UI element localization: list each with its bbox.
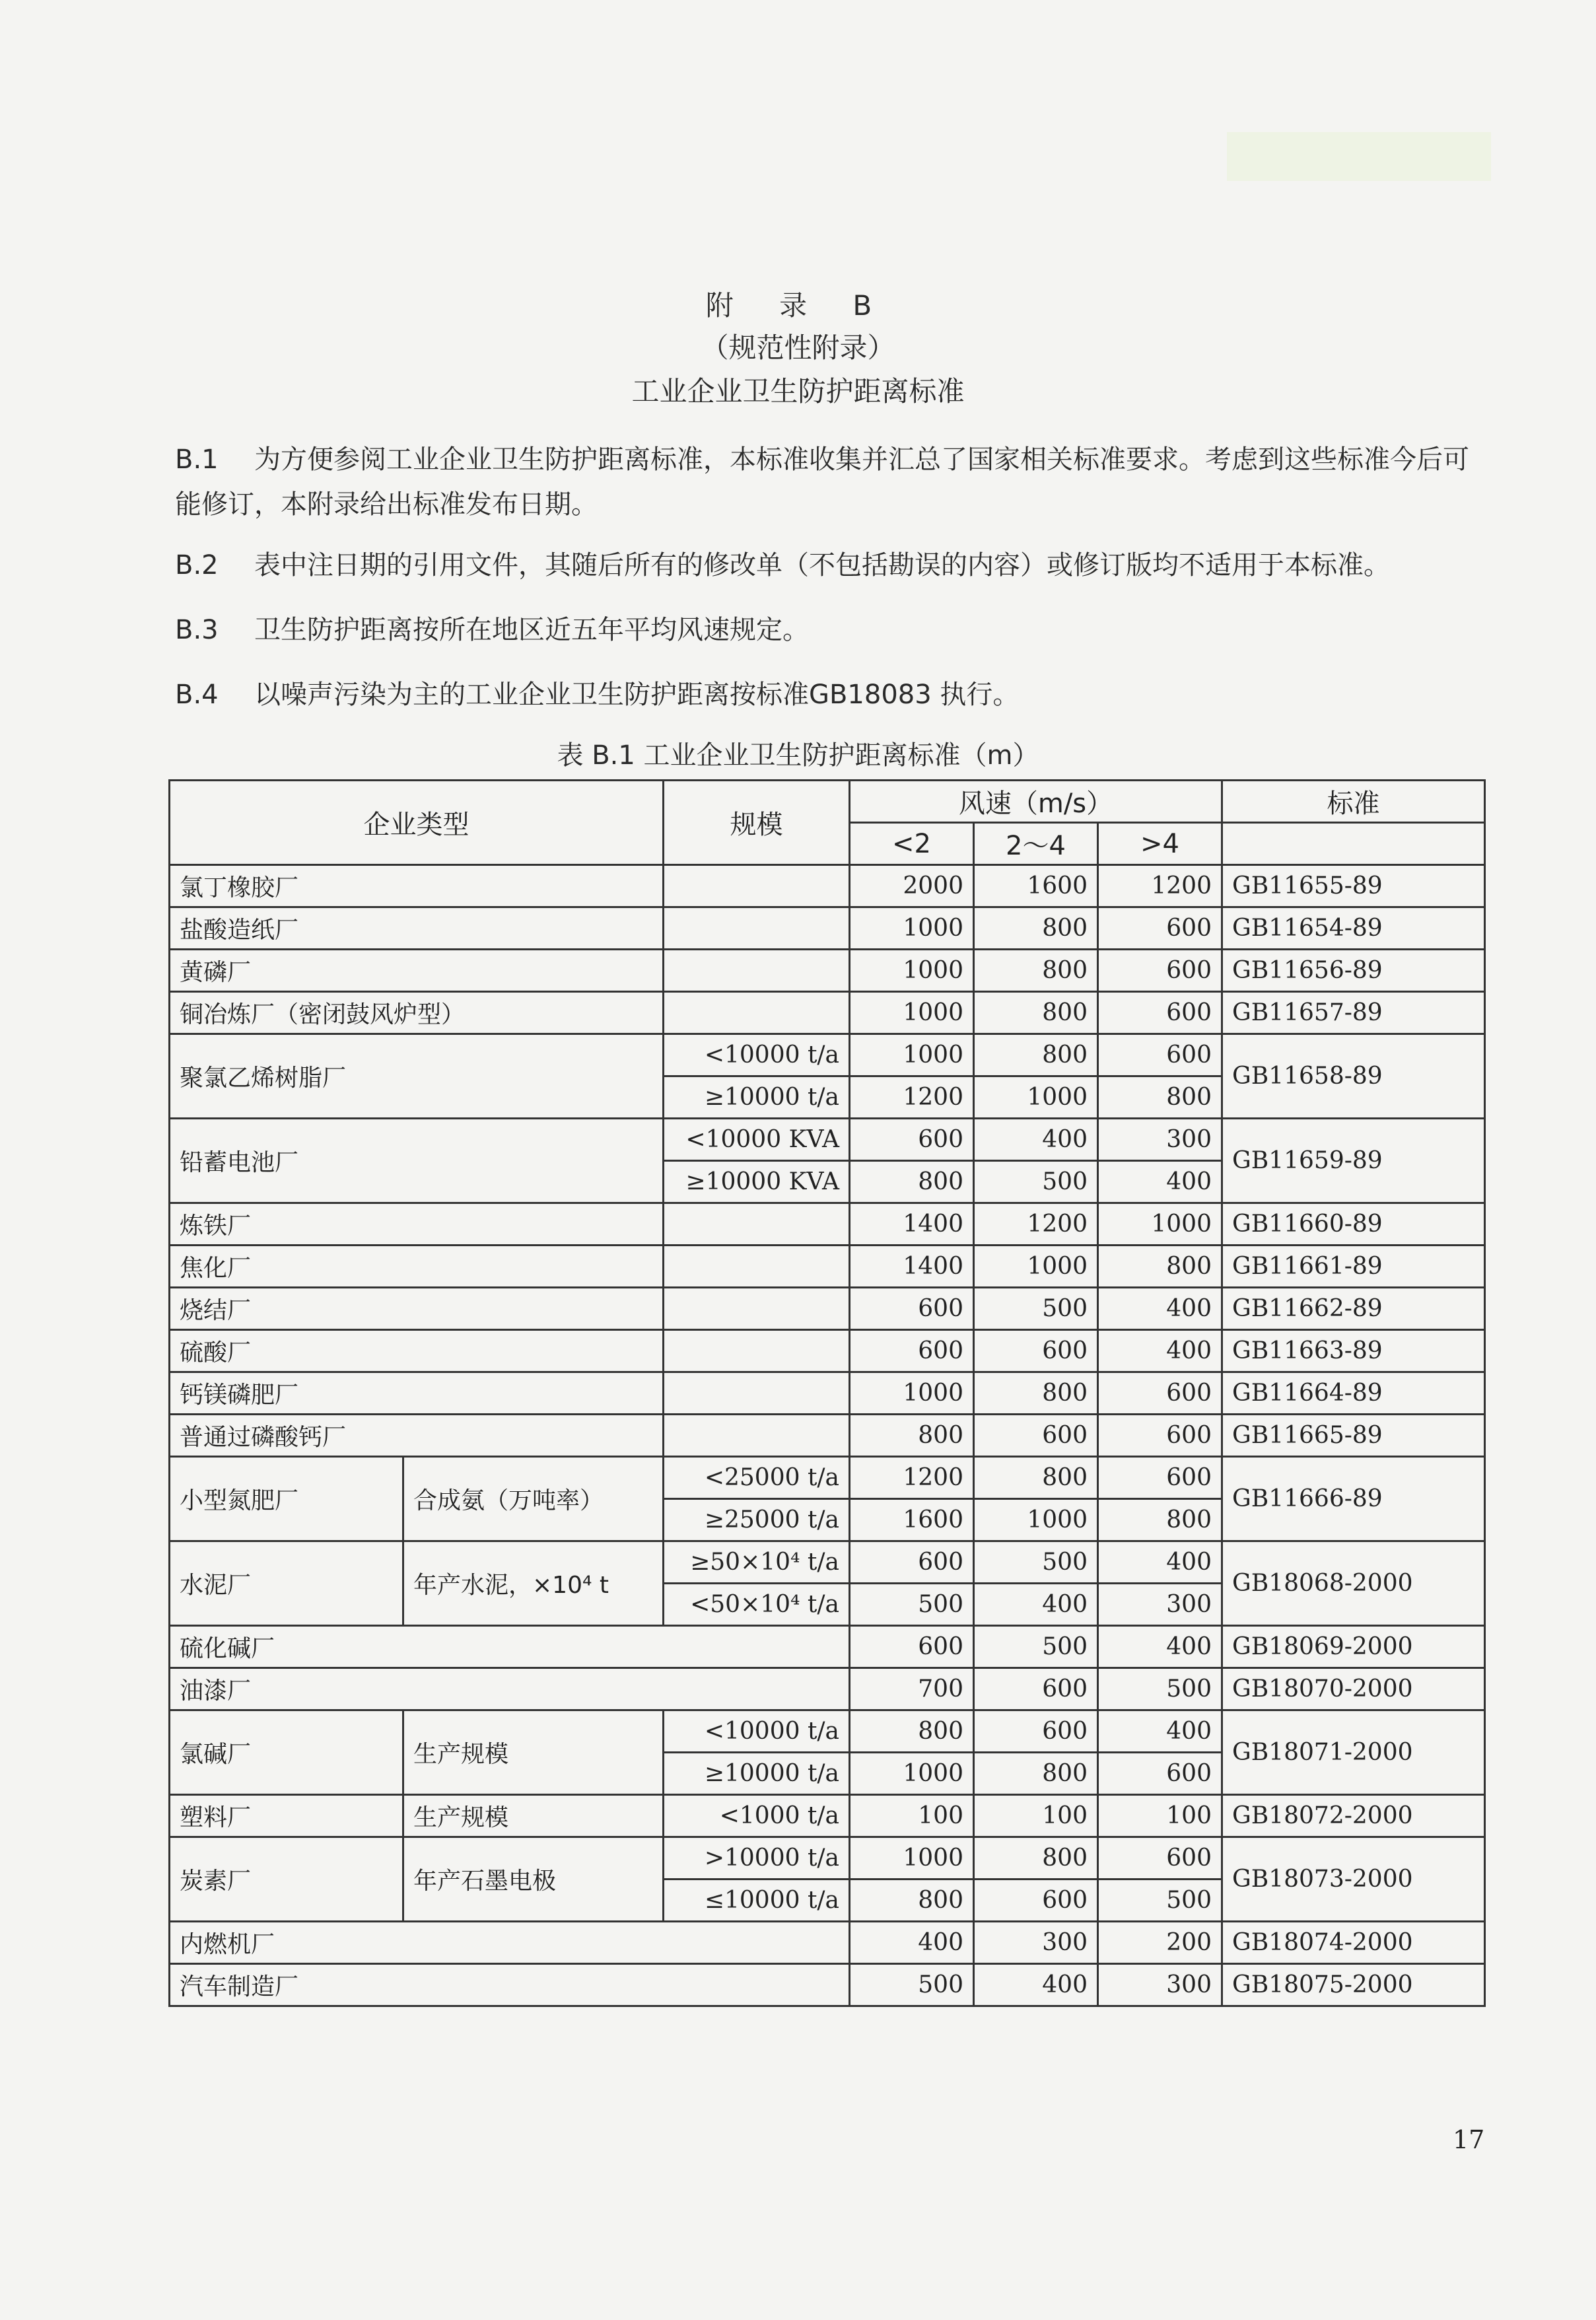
enterprise-name: 普通过磷酸钙厂	[170, 1415, 664, 1457]
enterprise-name: 油漆厂	[170, 1668, 850, 1710]
distance-2to4: 1200	[974, 1203, 1098, 1246]
distance-lt2: 2000	[850, 865, 974, 907]
distance-gt4: 600	[1098, 907, 1222, 950]
enterprise-name: 汽车制造厂	[170, 1964, 850, 2006]
distance-2to4: 1000	[974, 1246, 1098, 1288]
distance-lt2: 400	[850, 1922, 974, 1964]
distance-lt2: 1200	[850, 1076, 974, 1119]
scale-cell: ≥10000 KVA	[664, 1161, 850, 1203]
enterprise-name: 烧结厂	[170, 1288, 664, 1330]
distance-2to4: 500	[974, 1541, 1098, 1584]
distance-gt4: 800	[1098, 1076, 1222, 1119]
scale-basis: 年产石墨电极	[403, 1837, 664, 1922]
standard-code: GB11659-89	[1222, 1119, 1485, 1203]
enterprise-name: 焦化厂	[170, 1246, 664, 1288]
standard-code: GB18075-2000	[1222, 1964, 1485, 2006]
scale-cell: <50×10⁴ t/a	[664, 1584, 850, 1626]
table-row	[170, 1119, 1485, 1161]
distance-2to4: 800	[974, 950, 1098, 992]
distance-lt2: 1000	[850, 992, 974, 1034]
appendix-label: 附 录 B	[705, 289, 891, 322]
paragraph-text: 表中注日期的引用文件，其随后所有的修改单（不包括勘误的内容）或修订版均不适用于本标准。	[254, 550, 1390, 580]
header-scale: 规模	[664, 781, 850, 865]
standard-code: GB18074-2000	[1222, 1922, 1485, 1964]
distance-gt4: 400	[1098, 1541, 1222, 1584]
distance-lt2: 1000	[850, 1753, 974, 1795]
standard-code: GB11658-89	[1222, 1034, 1485, 1119]
distance-2to4: 500	[974, 1626, 1098, 1668]
distance-lt2: 500	[850, 1964, 974, 2006]
distance-lt2: 700	[850, 1668, 974, 1710]
paragraph-number: B.1	[175, 444, 219, 475]
scale-cell	[664, 865, 850, 907]
enterprise-name: 盐酸造纸厂	[170, 907, 664, 950]
distance-gt4: 400	[1098, 1288, 1222, 1330]
corner-stamp	[1227, 132, 1491, 181]
paragraph-text: 以噪声污染为主的工业企业卫生防护距离按标准GB18083 执行。	[254, 680, 1020, 710]
scale-cell	[664, 1372, 850, 1415]
distance-gt4: 800	[1098, 1246, 1222, 1288]
distance-lt2: 1000	[850, 950, 974, 992]
distance-2to4: 1000	[974, 1076, 1098, 1119]
table-row	[170, 1626, 1485, 1668]
header-standard: 标准	[1222, 781, 1485, 823]
standard-code: GB11665-89	[1222, 1415, 1485, 1457]
distance-lt2: 1000	[850, 907, 974, 950]
distance-2to4: 400	[974, 1584, 1098, 1626]
distance-lt2: 600	[850, 1288, 974, 1330]
table-row	[170, 1034, 1485, 1076]
distance-gt4: 500	[1098, 1668, 1222, 1710]
scale-cell: ≤10000 t/a	[664, 1880, 850, 1922]
header-wind-lt2: <2	[850, 823, 974, 865]
standard-code: GB11660-89	[1222, 1203, 1485, 1246]
distance-2to4: 800	[974, 1034, 1098, 1076]
header-wind-speed: 风速（m/s）	[850, 781, 1222, 823]
distance-2to4: 400	[974, 1119, 1098, 1161]
distance-gt4: 600	[1098, 1372, 1222, 1415]
enterprise-name: 铜冶炼厂（密闭鼓风炉型）	[170, 992, 664, 1034]
distance-gt4: 300	[1098, 1964, 1222, 2006]
standard-code: GB11656-89	[1222, 950, 1485, 992]
distance-gt4: 800	[1098, 1499, 1222, 1541]
distance-gt4: 600	[1098, 1457, 1222, 1499]
distance-2to4: 800	[974, 907, 1098, 950]
enterprise-name: 氯碱厂	[170, 1710, 403, 1795]
table-caption: 表 B.1 工业企业卫生防护距离标准（m）	[557, 740, 1039, 771]
distance-gt4: 200	[1098, 1922, 1222, 1964]
distance-lt2: 1000	[850, 1034, 974, 1076]
paragraph-number: B.4	[175, 680, 219, 710]
distance-gt4: 300	[1098, 1119, 1222, 1161]
distance-gt4: 600	[1098, 1753, 1222, 1795]
table-row	[170, 1372, 1485, 1415]
distance-gt4: 600	[1098, 1034, 1222, 1076]
enterprise-name: 硫化碱厂	[170, 1626, 850, 1668]
table-row	[170, 1668, 1485, 1710]
distance-gt4: 400	[1098, 1161, 1222, 1203]
table-row	[170, 1415, 1485, 1457]
table-row	[170, 1795, 1485, 1837]
scale-basis: 年产水泥，×10⁴ t	[403, 1541, 664, 1626]
distance-2to4: 600	[974, 1880, 1098, 1922]
distance-2to4: 600	[974, 1710, 1098, 1753]
distance-2to4: 500	[974, 1288, 1098, 1330]
scale-cell: >10000 t/a	[664, 1837, 850, 1880]
scale-cell: ≥10000 t/a	[664, 1753, 850, 1795]
table-row	[170, 1246, 1485, 1288]
table-row	[170, 1330, 1485, 1372]
scale-cell	[664, 992, 850, 1034]
standard-code: GB18069-2000	[1222, 1626, 1485, 1668]
enterprise-name: 硫酸厂	[170, 1330, 664, 1372]
scale-basis: 生产规模	[403, 1795, 664, 1837]
appendix-title: 工业企业卫生防护距离标准	[631, 375, 965, 407]
scale-cell	[664, 1415, 850, 1457]
enterprise-name: 炭素厂	[170, 1837, 403, 1922]
standard-code: GB18071-2000	[1222, 1710, 1485, 1795]
distance-lt2: 1400	[850, 1203, 974, 1246]
paragraph-text: 卫生防护距离按所在地区近五年平均风速规定。	[254, 615, 809, 645]
scale-cell: <25000 t/a	[664, 1457, 850, 1499]
standard-code: GB18072-2000	[1222, 1795, 1485, 1837]
enterprise-name: 炼铁厂	[170, 1203, 664, 1246]
standard-code: GB18068-2000	[1222, 1541, 1485, 1626]
paragraph-b4	[175, 672, 1469, 717]
header-wind-gt4: >4	[1098, 823, 1222, 865]
table-row	[170, 907, 1485, 950]
table-row	[170, 1203, 1485, 1246]
table-row	[170, 1964, 1485, 2006]
paragraph-number: B.2	[175, 550, 219, 580]
standard-code: GB11657-89	[1222, 992, 1485, 1034]
scale-cell: ≥10000 t/a	[664, 1076, 850, 1119]
table-row	[170, 1541, 1485, 1584]
table-row	[170, 1837, 1485, 1880]
header-wind-2to4: 2～4	[974, 823, 1098, 865]
distance-gt4: 600	[1098, 950, 1222, 992]
paragraph-text: 为方便参阅工业企业卫生防护距离标准，本标准收集并汇总了国家相关标准要求。考虑到这些标准今后可能修订，本附录给出标准发布日期。	[175, 444, 1469, 520]
distance-gt4: 1200	[1098, 865, 1222, 907]
scale-cell	[664, 950, 850, 992]
header-standard-blank	[1222, 823, 1485, 865]
distance-2to4: 600	[974, 1415, 1098, 1457]
table-row	[170, 1288, 1485, 1330]
table-header-row	[170, 781, 1485, 823]
distance-lt2: 800	[850, 1880, 974, 1922]
distance-lt2: 1000	[850, 1372, 974, 1415]
distance-lt2: 1200	[850, 1457, 974, 1499]
scale-cell	[664, 1288, 850, 1330]
scale-cell: ≥50×10⁴ t/a	[664, 1541, 850, 1584]
table-row	[170, 1710, 1485, 1753]
table-row	[170, 1457, 1485, 1499]
scale-cell	[664, 1203, 850, 1246]
distance-lt2: 600	[850, 1330, 974, 1372]
table-row	[170, 950, 1485, 992]
distance-lt2: 800	[850, 1710, 974, 1753]
standard-code: GB11663-89	[1222, 1330, 1485, 1372]
distance-lt2: 1400	[850, 1246, 974, 1288]
scale-basis: 合成氨（万吨率）	[403, 1457, 664, 1541]
distance-gt4: 300	[1098, 1584, 1222, 1626]
distance-2to4: 400	[974, 1964, 1098, 2006]
distance-2to4: 600	[974, 1668, 1098, 1710]
standard-code: GB11666-89	[1222, 1457, 1485, 1541]
distance-table	[168, 779, 1486, 2007]
enterprise-name: 内燃机厂	[170, 1922, 850, 1964]
paragraph-number: B.3	[175, 615, 219, 645]
distance-lt2: 800	[850, 1161, 974, 1203]
standard-code: GB11664-89	[1222, 1372, 1485, 1415]
scale-basis: 生产规模	[403, 1710, 664, 1795]
distance-gt4: 500	[1098, 1880, 1222, 1922]
distance-gt4: 1000	[1098, 1203, 1222, 1246]
distance-lt2: 800	[850, 1415, 974, 1457]
distance-lt2: 500	[850, 1584, 974, 1626]
distance-gt4: 400	[1098, 1626, 1222, 1668]
scale-cell: <10000 t/a	[664, 1034, 850, 1076]
enterprise-name: 小型氮肥厂	[170, 1457, 403, 1541]
distance-lt2: 600	[850, 1541, 974, 1584]
paragraph-b1	[175, 437, 1469, 527]
standard-code: GB11655-89	[1222, 865, 1485, 907]
header-enterprise-type: 企业类型	[170, 781, 664, 865]
table-row	[170, 1922, 1485, 1964]
enterprise-name: 黄磷厂	[170, 950, 664, 992]
paragraph-b3	[175, 608, 1469, 652]
distance-lt2: 600	[850, 1119, 974, 1161]
distance-2to4: 600	[974, 1330, 1098, 1372]
distance-2to4: 1600	[974, 865, 1098, 907]
distance-2to4: 1000	[974, 1499, 1098, 1541]
paragraph-b2	[175, 543, 1469, 588]
distance-gt4: 600	[1098, 992, 1222, 1034]
page-number: 17	[1453, 2125, 1485, 2154]
scale-cell	[664, 1246, 850, 1288]
enterprise-name: 塑料厂	[170, 1795, 403, 1837]
enterprise-name: 铅蓄电池厂	[170, 1119, 664, 1203]
distance-lt2: 1000	[850, 1837, 974, 1880]
scale-cell	[664, 1330, 850, 1372]
standard-code: GB11662-89	[1222, 1288, 1485, 1330]
scale-cell: <1000 t/a	[664, 1795, 850, 1837]
scale-cell	[664, 907, 850, 950]
distance-gt4: 100	[1098, 1795, 1222, 1837]
distance-2to4: 800	[974, 1753, 1098, 1795]
scale-cell: <10000 KVA	[664, 1119, 850, 1161]
scale-cell: ≥25000 t/a	[664, 1499, 850, 1541]
standard-code: GB18073-2000	[1222, 1837, 1485, 1922]
distance-gt4: 400	[1098, 1710, 1222, 1753]
distance-gt4: 600	[1098, 1415, 1222, 1457]
table-row	[170, 865, 1485, 907]
distance-2to4: 800	[974, 1372, 1098, 1415]
enterprise-name: 氯丁橡胶厂	[170, 865, 664, 907]
distance-2to4: 500	[974, 1161, 1098, 1203]
enterprise-name: 聚氯乙烯树脂厂	[170, 1034, 664, 1119]
standard-code: GB18070-2000	[1222, 1668, 1485, 1710]
distance-lt2: 1600	[850, 1499, 974, 1541]
scale-cell: <10000 t/a	[664, 1710, 850, 1753]
standard-code: GB11661-89	[1222, 1246, 1485, 1288]
appendix-normative: （规范性附录）	[701, 332, 895, 364]
distance-lt2: 100	[850, 1795, 974, 1837]
distance-2to4: 100	[974, 1795, 1098, 1837]
distance-2to4: 800	[974, 1457, 1098, 1499]
distance-2to4: 300	[974, 1922, 1098, 1964]
enterprise-name: 水泥厂	[170, 1541, 403, 1626]
table-row	[170, 992, 1485, 1034]
distance-2to4: 800	[974, 992, 1098, 1034]
distance-gt4: 400	[1098, 1330, 1222, 1372]
standard-code: GB11654-89	[1222, 907, 1485, 950]
distance-2to4: 800	[974, 1837, 1098, 1880]
distance-lt2: 600	[850, 1626, 974, 1668]
distance-gt4: 600	[1098, 1837, 1222, 1880]
enterprise-name: 钙镁磷肥厂	[170, 1372, 664, 1415]
